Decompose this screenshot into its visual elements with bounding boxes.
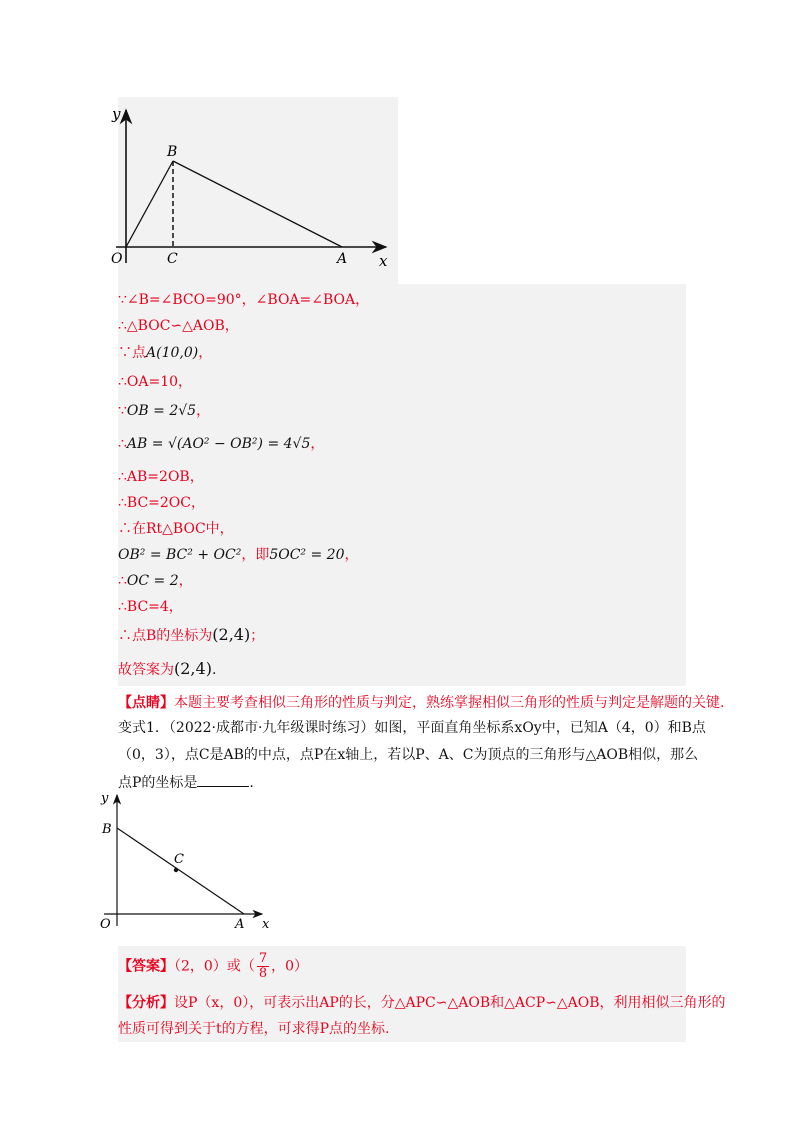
label-o2: O [100,917,111,932]
solution-line-10: OB² = BC² + OC²，即5OC² = 20， [118,547,359,563]
fraction-seven-eighths: $\frac{7}{8}$ [258,951,268,981]
math-pythagoras-2: 5OC² = 20 [269,547,345,563]
math-coord-b-answer: (2,4) [174,659,212,678]
variant-line-3: 点P的坐标是 . [118,772,254,793]
solution-line-7: ∴AB=2OB， [118,469,204,485]
solution-line-6: ∴AB = √(AO² − OB²) = 4√5， [118,436,325,452]
dianjing-tag: 【点睛】 [118,695,174,711]
variant-line-1: 变式1．（2022·成都市·九年级课时练习）如图，平面直角坐标系xOy中，已知A（4，0）和B点 [118,720,706,736]
figure-triangle-aob-variant [94,790,274,935]
solution-line-4: ∴OA=10， [118,374,193,390]
label-o: O [111,251,123,267]
solution-line-1: ∵∠B=∠BCO=90°，∠BOA=∠BOA， [118,292,370,308]
analysis-line-1: 【分析】设P（x，0），可表示出AP的长，分△APC∽△AOB和△ACP∽△AOB，利用相似三角形的 [118,995,726,1011]
answer-tag: 【答案】 [118,958,174,975]
math-oc: OC = 2 [126,573,179,589]
solution-line-11: ∴OC = 2， [118,573,193,589]
solution-line-3: ∵点A(10,0)， [118,345,213,361]
dianjing-line [118,693,724,713]
math-ab: AB = √(AO² − OB²) = 4√5 [126,436,311,452]
answer-blank [197,772,249,787]
label-b: B [167,144,178,160]
variant-line-2: （0，3），点C是AB的中点，点P在x轴上，若以P、A、C为顶点的三角形与△AOB相似，那么 [118,747,699,763]
label-x: x [379,252,388,270]
label-c2: C [174,852,184,867]
solution-line-8: ∴BC=2OC， [118,495,205,511]
solution-line-2: ∴△BOC∽△AOB， [118,318,239,334]
dianjing-text: 本题主要考查相似三角形的性质与判定，熟练掌握相似三角形的性质与判定是解题的关键. [174,695,725,711]
analysis-line-2: 性质可得到关于t的方程，可求得P点的坐标. [118,1021,390,1037]
solution-line-5: ∵OB = 2√5， [118,403,211,419]
label-a2: A [235,917,245,932]
label-y2: y [101,791,109,806]
label-y: y [112,105,121,123]
label-a: A [337,251,348,267]
analysis-tag: 【分析】 [118,995,174,1011]
solution-line-14: 故答案为(2,4). [118,659,217,678]
solution-line-12: ∴BC=4， [118,599,183,615]
math-coord-b: (2,4) [212,625,251,644]
math-point-a: A(10,0) [146,345,199,361]
math-ob: OB = 2√5 [126,403,197,419]
label-x2: x [262,917,270,932]
answer-line: 【答案】（2，0）或（ $\frac{7}{8}$ ，0） [118,951,309,981]
label-b2: B [102,822,112,837]
solution-line-9: ∴在Rt△BOC中， [118,521,234,537]
figure-triangle-oab [110,98,400,273]
label-c: C [167,251,178,267]
math-pythagoras: OB² = BC² + OC² [118,547,242,563]
solution-line-13: ∴点B的坐标为(2,4)； [118,625,265,644]
